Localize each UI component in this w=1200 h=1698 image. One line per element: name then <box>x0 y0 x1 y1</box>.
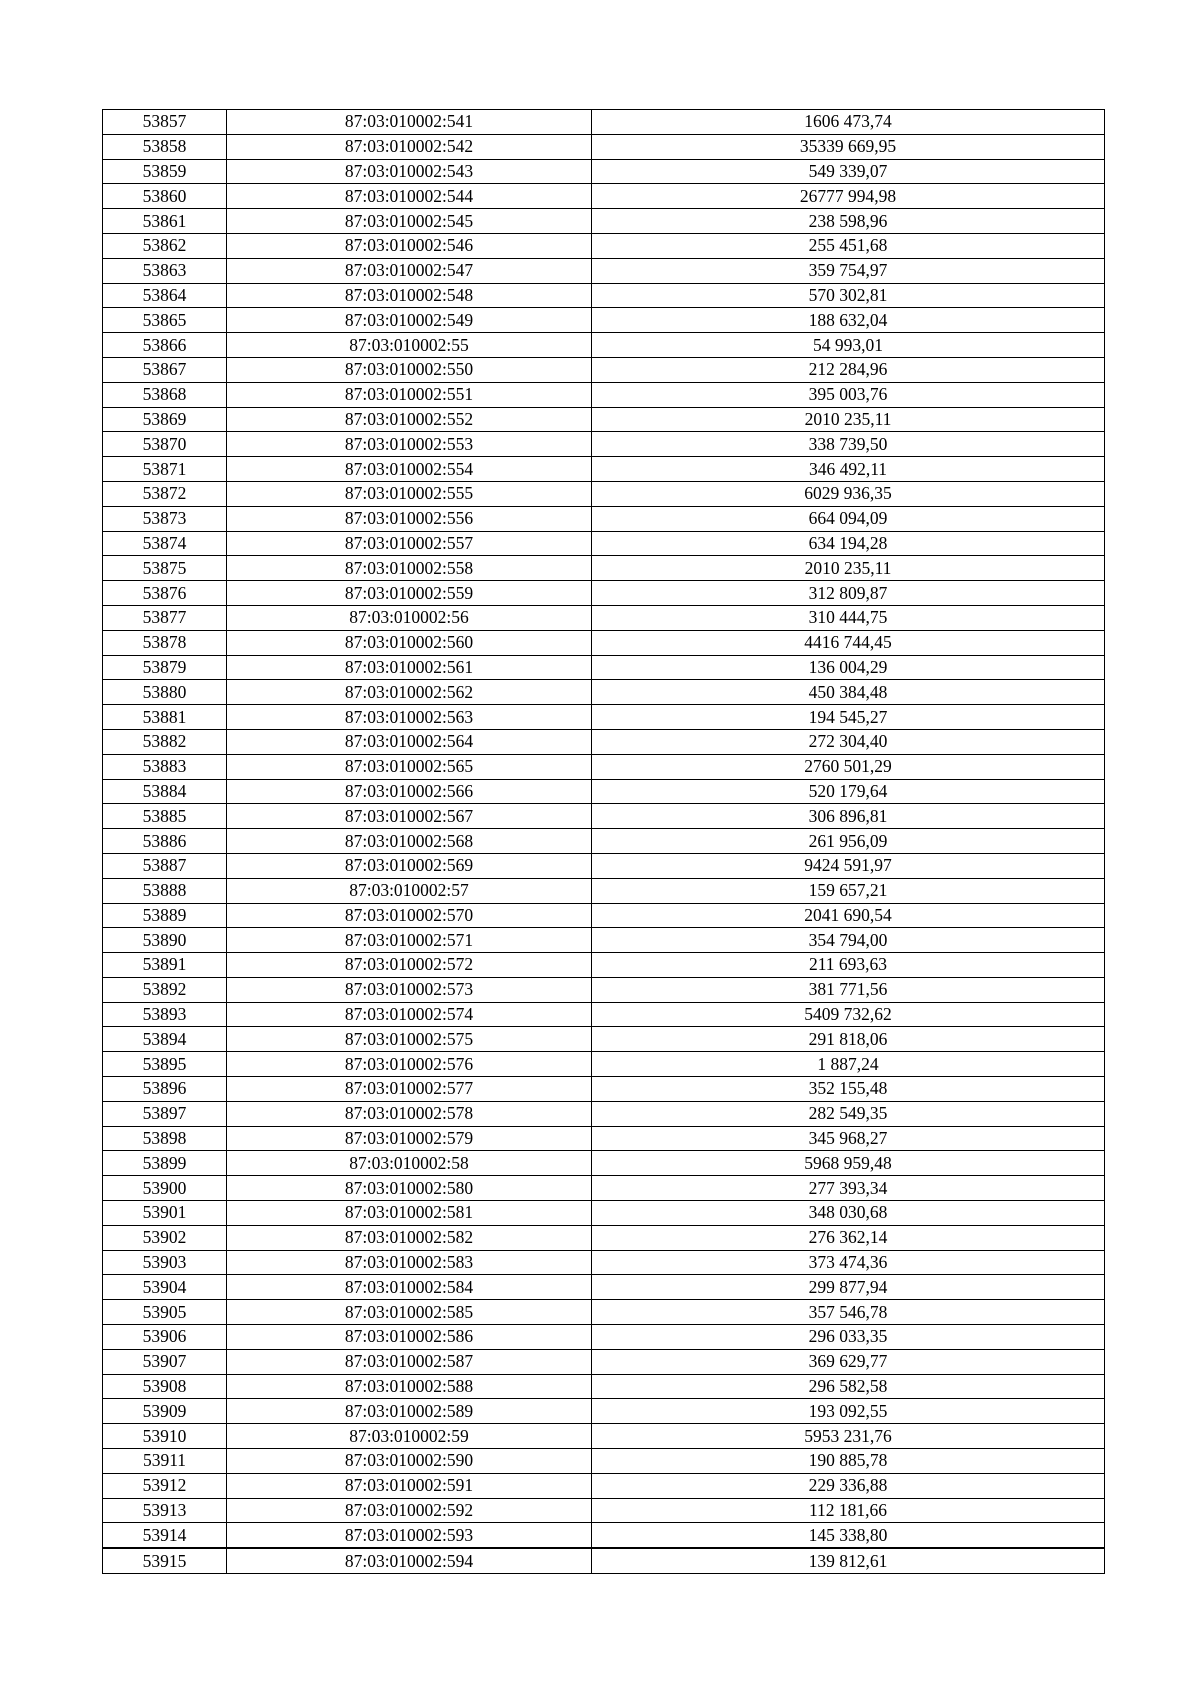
value-cell: 369 629,77 <box>592 1349 1105 1374</box>
value-cell: 5968 959,48 <box>592 1151 1105 1176</box>
cadastral-number-cell: 87:03:010002:555 <box>227 481 592 506</box>
table-row <box>103 1052 1105 1077</box>
table-row <box>103 110 1105 135</box>
cadastral-number-cell: 87:03:010002:570 <box>227 903 592 928</box>
value-cell: 357 546,78 <box>592 1300 1105 1325</box>
row-number-cell: 53865 <box>103 308 227 333</box>
value-cell: 354 794,00 <box>592 928 1105 953</box>
cadastral-number-cell: 87:03:010002:572 <box>227 953 592 978</box>
cadastral-number-cell: 87:03:010002:546 <box>227 233 592 258</box>
row-number-cell: 53910 <box>103 1424 227 1449</box>
row-number-cell: 53877 <box>103 605 227 630</box>
row-number-cell: 53876 <box>103 581 227 606</box>
table-row <box>103 233 1105 258</box>
table-row <box>103 1002 1105 1027</box>
cadastral-number-cell: 87:03:010002:55 <box>227 333 592 358</box>
value-cell: 26777 994,98 <box>592 184 1105 209</box>
cadastral-number-cell: 87:03:010002:551 <box>227 382 592 407</box>
row-number-cell: 53883 <box>103 754 227 779</box>
row-number-cell: 53872 <box>103 481 227 506</box>
table-row <box>103 432 1105 457</box>
table-row <box>103 804 1105 829</box>
table-row <box>103 1101 1105 1126</box>
table-row <box>103 1548 1105 1573</box>
table-row <box>103 853 1105 878</box>
cadastral-number-cell: 87:03:010002:541 <box>227 110 592 135</box>
row-number-cell: 53859 <box>103 159 227 184</box>
cadastral-number-cell: 87:03:010002:552 <box>227 407 592 432</box>
cadastral-number-cell: 87:03:010002:566 <box>227 779 592 804</box>
table-row <box>103 506 1105 531</box>
cadastral-number-cell: 87:03:010002:562 <box>227 680 592 705</box>
table-row <box>103 308 1105 333</box>
value-cell: 312 809,87 <box>592 581 1105 606</box>
row-number-cell: 53908 <box>103 1374 227 1399</box>
table-row <box>103 1250 1105 1275</box>
cadastral-number-cell: 87:03:010002:578 <box>227 1101 592 1126</box>
value-cell: 212 284,96 <box>592 357 1105 382</box>
cadastral-number-cell: 87:03:010002:561 <box>227 655 592 680</box>
row-number-cell: 53874 <box>103 531 227 556</box>
row-number-cell: 53902 <box>103 1225 227 1250</box>
row-number-cell: 53871 <box>103 457 227 482</box>
value-cell: 1 887,24 <box>592 1052 1105 1077</box>
cadastral-number-cell: 87:03:010002:571 <box>227 928 592 953</box>
cadastral-number-cell: 87:03:010002:560 <box>227 630 592 655</box>
row-number-cell: 53909 <box>103 1399 227 1424</box>
row-number-cell: 53897 <box>103 1101 227 1126</box>
table-row <box>103 729 1105 754</box>
value-cell: 145 338,80 <box>592 1523 1105 1548</box>
cadastral-number-cell: 87:03:010002:583 <box>227 1250 592 1275</box>
row-number-cell: 53912 <box>103 1473 227 1498</box>
row-number-cell: 53887 <box>103 853 227 878</box>
value-cell: 6029 936,35 <box>592 481 1105 506</box>
cadastral-number-cell: 87:03:010002:563 <box>227 705 592 730</box>
row-number-cell: 53869 <box>103 407 227 432</box>
table-row <box>103 1523 1105 1548</box>
cadastral-number-cell: 87:03:010002:565 <box>227 754 592 779</box>
table-row <box>103 1126 1105 1151</box>
row-number-cell: 53903 <box>103 1250 227 1275</box>
table-row <box>103 680 1105 705</box>
value-cell: 282 549,35 <box>592 1101 1105 1126</box>
row-number-cell: 53885 <box>103 804 227 829</box>
row-number-cell: 53889 <box>103 903 227 928</box>
table-row <box>103 1151 1105 1176</box>
row-number-cell: 53857 <box>103 110 227 135</box>
cadastral-number-cell: 87:03:010002:542 <box>227 134 592 159</box>
row-number-cell: 53896 <box>103 1077 227 1102</box>
value-cell: 348 030,68 <box>592 1201 1105 1226</box>
value-cell: 520 179,64 <box>592 779 1105 804</box>
value-cell: 54 993,01 <box>592 333 1105 358</box>
value-cell: 255 451,68 <box>592 233 1105 258</box>
row-number-cell: 53858 <box>103 134 227 159</box>
table-row <box>103 581 1105 606</box>
row-number-cell: 53905 <box>103 1300 227 1325</box>
value-cell: 2010 235,11 <box>592 407 1105 432</box>
table-row <box>103 754 1105 779</box>
cadastral-number-cell: 87:03:010002:589 <box>227 1399 592 1424</box>
row-number-cell: 53895 <box>103 1052 227 1077</box>
cadastral-number-cell: 87:03:010002:569 <box>227 853 592 878</box>
value-cell: 346 492,11 <box>592 457 1105 482</box>
cadastral-number-cell: 87:03:010002:57 <box>227 878 592 903</box>
row-number-cell: 53873 <box>103 506 227 531</box>
value-cell: 35339 669,95 <box>592 134 1105 159</box>
table-row <box>103 1275 1105 1300</box>
value-cell: 345 968,27 <box>592 1126 1105 1151</box>
cadastral-number-cell: 87:03:010002:567 <box>227 804 592 829</box>
value-cell: 291 818,06 <box>592 1027 1105 1052</box>
table-row <box>103 1077 1105 1102</box>
row-number-cell: 53886 <box>103 829 227 854</box>
row-number-cell: 53864 <box>103 283 227 308</box>
value-cell: 4416 744,45 <box>592 630 1105 655</box>
value-cell: 139 812,61 <box>592 1548 1105 1573</box>
table-row <box>103 1374 1105 1399</box>
cadastral-number-cell: 87:03:010002:573 <box>227 977 592 1002</box>
row-number-cell: 53906 <box>103 1325 227 1350</box>
cadastral-number-cell: 87:03:010002:564 <box>227 729 592 754</box>
cadastral-number-cell: 87:03:010002:559 <box>227 581 592 606</box>
cadastral-number-cell: 87:03:010002:558 <box>227 556 592 581</box>
cadastral-number-cell: 87:03:010002:591 <box>227 1473 592 1498</box>
table-row <box>103 1300 1105 1325</box>
value-cell: 211 693,63 <box>592 953 1105 978</box>
table-row <box>103 903 1105 928</box>
cadastral-number-cell: 87:03:010002:568 <box>227 829 592 854</box>
cadastral-number-cell: 87:03:010002:582 <box>227 1225 592 1250</box>
table-row <box>103 977 1105 1002</box>
cadastral-number-cell: 87:03:010002:577 <box>227 1077 592 1102</box>
table-row <box>103 531 1105 556</box>
value-cell: 238 598,96 <box>592 209 1105 234</box>
row-number-cell: 53862 <box>103 233 227 258</box>
cadastral-number-cell: 87:03:010002:545 <box>227 209 592 234</box>
value-cell: 229 336,88 <box>592 1473 1105 1498</box>
table-row <box>103 1027 1105 1052</box>
row-number-cell: 53867 <box>103 357 227 382</box>
table-row <box>103 357 1105 382</box>
row-number-cell: 53880 <box>103 680 227 705</box>
cadastral-number-cell: 87:03:010002:575 <box>227 1027 592 1052</box>
cadastral-number-cell: 87:03:010002:587 <box>227 1349 592 1374</box>
cadastral-number-cell: 87:03:010002:557 <box>227 531 592 556</box>
value-cell: 338 739,50 <box>592 432 1105 457</box>
cadastral-number-cell: 87:03:010002:576 <box>227 1052 592 1077</box>
value-cell: 310 444,75 <box>592 605 1105 630</box>
table-row <box>103 481 1105 506</box>
table-row <box>103 655 1105 680</box>
table-row <box>103 630 1105 655</box>
value-cell: 664 094,09 <box>592 506 1105 531</box>
table-row <box>103 407 1105 432</box>
value-cell: 381 771,56 <box>592 977 1105 1002</box>
row-number-cell: 53907 <box>103 1349 227 1374</box>
table-row <box>103 134 1105 159</box>
table-row <box>103 953 1105 978</box>
table-row <box>103 556 1105 581</box>
table-row <box>103 1225 1105 1250</box>
value-cell: 188 632,04 <box>592 308 1105 333</box>
table-row <box>103 1498 1105 1523</box>
value-cell: 373 474,36 <box>592 1250 1105 1275</box>
value-cell: 549 339,07 <box>592 159 1105 184</box>
row-number-cell: 53901 <box>103 1201 227 1226</box>
row-number-cell: 53878 <box>103 630 227 655</box>
value-cell: 261 956,09 <box>592 829 1105 854</box>
cadastral-number-cell: 87:03:010002:592 <box>227 1498 592 1523</box>
table-row <box>103 779 1105 804</box>
value-cell: 2760 501,29 <box>592 754 1105 779</box>
value-cell: 159 657,21 <box>592 878 1105 903</box>
value-cell: 352 155,48 <box>592 1077 1105 1102</box>
table-row <box>103 184 1105 209</box>
row-number-cell: 53899 <box>103 1151 227 1176</box>
value-cell: 276 362,14 <box>592 1225 1105 1250</box>
value-cell: 2010 235,11 <box>592 556 1105 581</box>
table-row <box>103 283 1105 308</box>
table-row <box>103 705 1105 730</box>
cadastral-number-cell: 87:03:010002:549 <box>227 308 592 333</box>
table-row <box>103 209 1105 234</box>
value-cell: 5953 231,76 <box>592 1424 1105 1449</box>
value-cell: 277 393,34 <box>592 1176 1105 1201</box>
value-cell: 395 003,76 <box>592 382 1105 407</box>
table-row <box>103 829 1105 854</box>
cadastral-number-cell: 87:03:010002:547 <box>227 258 592 283</box>
row-number-cell: 53875 <box>103 556 227 581</box>
table-row <box>103 1424 1105 1449</box>
value-cell: 299 877,94 <box>592 1275 1105 1300</box>
value-cell: 1606 473,74 <box>592 110 1105 135</box>
data-table <box>102 109 1105 1574</box>
cadastral-number-cell: 87:03:010002:590 <box>227 1449 592 1474</box>
value-cell: 190 885,78 <box>592 1449 1105 1474</box>
cadastral-number-cell: 87:03:010002:581 <box>227 1201 592 1226</box>
cadastral-number-cell: 87:03:010002:580 <box>227 1176 592 1201</box>
row-number-cell: 53866 <box>103 333 227 358</box>
value-cell: 194 545,27 <box>592 705 1105 730</box>
cadastral-number-cell: 87:03:010002:550 <box>227 357 592 382</box>
value-cell: 634 194,28 <box>592 531 1105 556</box>
row-number-cell: 53860 <box>103 184 227 209</box>
value-cell: 450 384,48 <box>592 680 1105 705</box>
row-number-cell: 53892 <box>103 977 227 1002</box>
value-cell: 9424 591,97 <box>592 853 1105 878</box>
table-body <box>103 110 1105 1574</box>
table-row <box>103 928 1105 953</box>
cadastral-number-cell: 87:03:010002:554 <box>227 457 592 482</box>
table-row <box>103 333 1105 358</box>
value-cell: 5409 732,62 <box>592 1002 1105 1027</box>
cadastral-number-cell: 87:03:010002:584 <box>227 1275 592 1300</box>
table-row <box>103 258 1105 283</box>
table-row <box>103 1399 1105 1424</box>
cadastral-number-cell: 87:03:010002:58 <box>227 1151 592 1176</box>
row-number-cell: 53913 <box>103 1498 227 1523</box>
row-number-cell: 53890 <box>103 928 227 953</box>
cadastral-number-cell: 87:03:010002:56 <box>227 605 592 630</box>
row-number-cell: 53898 <box>103 1126 227 1151</box>
row-number-cell: 53881 <box>103 705 227 730</box>
cadastral-number-cell: 87:03:010002:544 <box>227 184 592 209</box>
table-row <box>103 1325 1105 1350</box>
cadastral-number-cell: 87:03:010002:585 <box>227 1300 592 1325</box>
value-cell: 272 304,40 <box>592 729 1105 754</box>
value-cell: 306 896,81 <box>592 804 1105 829</box>
table-row <box>103 1176 1105 1201</box>
row-number-cell: 53904 <box>103 1275 227 1300</box>
cadastral-number-cell: 87:03:010002:543 <box>227 159 592 184</box>
value-cell: 570 302,81 <box>592 283 1105 308</box>
cadastral-number-cell: 87:03:010002:574 <box>227 1002 592 1027</box>
row-number-cell: 53891 <box>103 953 227 978</box>
value-cell: 136 004,29 <box>592 655 1105 680</box>
table-row <box>103 159 1105 184</box>
row-number-cell: 53893 <box>103 1002 227 1027</box>
row-number-cell: 53894 <box>103 1027 227 1052</box>
cadastral-number-cell: 87:03:010002:553 <box>227 432 592 457</box>
row-number-cell: 53868 <box>103 382 227 407</box>
row-number-cell: 53888 <box>103 878 227 903</box>
row-number-cell: 53870 <box>103 432 227 457</box>
cadastral-number-cell: 87:03:010002:556 <box>227 506 592 531</box>
cadastral-number-cell: 87:03:010002:579 <box>227 1126 592 1151</box>
row-number-cell: 53915 <box>103 1548 227 1573</box>
row-number-cell: 53914 <box>103 1523 227 1548</box>
row-number-cell: 53882 <box>103 729 227 754</box>
value-cell: 2041 690,54 <box>592 903 1105 928</box>
row-number-cell: 53861 <box>103 209 227 234</box>
row-number-cell: 53884 <box>103 779 227 804</box>
row-number-cell: 53900 <box>103 1176 227 1201</box>
table-row <box>103 1349 1105 1374</box>
table-row <box>103 1201 1105 1226</box>
row-number-cell: 53863 <box>103 258 227 283</box>
value-cell: 296 582,58 <box>592 1374 1105 1399</box>
value-cell: 112 181,66 <box>592 1498 1105 1523</box>
cadastral-number-cell: 87:03:010002:59 <box>227 1424 592 1449</box>
row-number-cell: 53911 <box>103 1449 227 1474</box>
cadastral-number-cell: 87:03:010002:594 <box>227 1548 592 1573</box>
value-cell: 193 092,55 <box>592 1399 1105 1424</box>
cadastral-number-cell: 87:03:010002:593 <box>227 1523 592 1548</box>
value-cell: 296 033,35 <box>592 1325 1105 1350</box>
value-cell: 359 754,97 <box>592 258 1105 283</box>
row-number-cell: 53879 <box>103 655 227 680</box>
cadastral-number-cell: 87:03:010002:548 <box>227 283 592 308</box>
table-row <box>103 878 1105 903</box>
cadastral-number-cell: 87:03:010002:588 <box>227 1374 592 1399</box>
table-row <box>103 605 1105 630</box>
table-row <box>103 1449 1105 1474</box>
table-row <box>103 1473 1105 1498</box>
cadastral-number-cell: 87:03:010002:586 <box>227 1325 592 1350</box>
table-row <box>103 382 1105 407</box>
table-row <box>103 457 1105 482</box>
